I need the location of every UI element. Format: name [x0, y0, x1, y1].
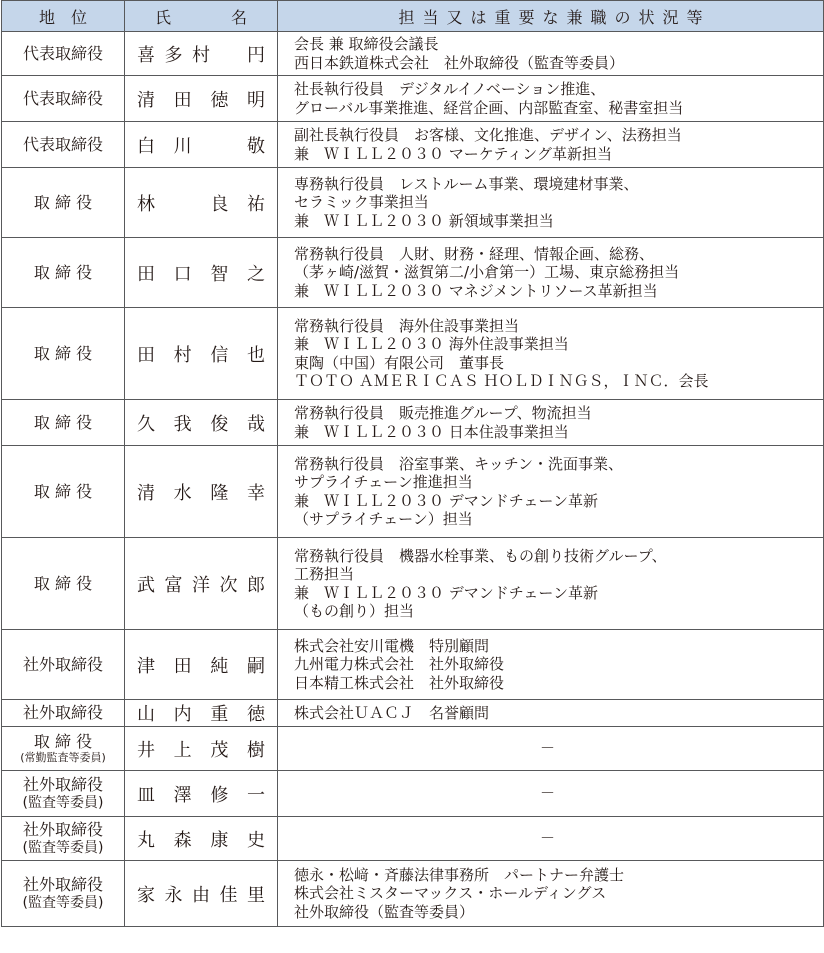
position-title: 代表取締役	[22, 88, 103, 108]
name-char: 円	[247, 44, 265, 66]
position-cell	[2, 727, 125, 771]
position-cell	[2, 817, 125, 861]
position-title: 取 締 役	[33, 343, 93, 363]
duty-line: 兼 ＷＩＬＬ２０３０ 日本住設事業担当	[294, 422, 569, 441]
name-char: 林	[137, 193, 155, 215]
name-char: 信	[210, 344, 229, 366]
name-cell	[125, 538, 278, 630]
name-char: 田	[173, 655, 192, 677]
name-char: 久	[137, 413, 155, 435]
position-cell	[2, 400, 125, 446]
duties-cell	[278, 861, 824, 927]
header-row	[2, 1, 824, 32]
duty-line: －	[539, 739, 555, 758]
header-name-b: 名	[231, 7, 248, 27]
name-char: 純	[210, 655, 229, 677]
name-char: 哉	[246, 413, 265, 435]
position-title: 社外取締役	[22, 703, 103, 722]
position-note: (監査等委員)	[22, 894, 104, 911]
table-row	[2, 817, 824, 861]
name-char: 茂	[210, 739, 229, 761]
header-name-a: 氏	[154, 7, 171, 27]
duty-line: ＴＯＴＯ ＡＭＥＲＩＣＡＳ ＨＯＬＤＩＮＧＳ，ＩＮＣ．会長	[294, 372, 709, 390]
name-char: 史	[246, 829, 265, 851]
duties-cell	[278, 32, 824, 76]
name-cell	[125, 32, 278, 76]
name-char: 一	[246, 784, 265, 806]
duty-line: 常務執行役員 機器水栓事業、もの創り技術グループ、	[294, 546, 667, 565]
name-char: 樹	[246, 739, 265, 761]
position-title: 取 締 役	[33, 192, 93, 212]
name-char: 家	[137, 884, 155, 906]
name-char: 津	[137, 655, 155, 677]
name-char: 多	[164, 44, 183, 66]
name-char: 嗣	[246, 655, 265, 677]
position-cell	[2, 168, 125, 238]
duty-line: 専務執行役員 レストルーム事業、環境建材事業、	[294, 174, 639, 193]
duties-cell	[278, 630, 824, 700]
name-char: 次	[219, 574, 238, 596]
header-position: 地位	[2, 1, 125, 32]
duties-cell	[278, 76, 824, 122]
name-char: 清	[137, 482, 155, 504]
position-cell	[2, 238, 125, 308]
position-note: (常勤監査等委員)	[20, 750, 106, 764]
name-char: 永	[164, 884, 183, 906]
position-cell	[2, 771, 125, 817]
position-title: 代表取締役	[22, 43, 103, 63]
name-char: 佳	[219, 884, 238, 906]
name-char: 也	[246, 344, 265, 366]
name-cell	[125, 700, 278, 727]
name-cell	[125, 122, 278, 168]
name-cell	[125, 308, 278, 400]
name-char: 富	[164, 574, 183, 596]
position-cell	[2, 538, 125, 630]
position-title: 取 締 役	[33, 262, 93, 282]
officer-name	[137, 260, 265, 286]
table-row	[2, 76, 824, 122]
name-char: 俊	[210, 413, 229, 435]
officers-table	[1, 0, 824, 927]
duty-line: 社外取締役（監査等委員）	[294, 902, 475, 921]
officer-name	[137, 571, 265, 597]
officer-name	[137, 781, 265, 807]
table-row	[2, 32, 824, 76]
table-row	[2, 538, 824, 630]
name-char: 口	[173, 263, 192, 285]
position-title: 代表取締役	[22, 134, 103, 154]
officer-name	[137, 341, 265, 367]
name-char: 皿	[137, 784, 155, 806]
name-char: 洋	[192, 574, 210, 596]
duty-line: 社長執行役員 デジタルイノベーション推進、	[294, 80, 606, 98]
duty-line: 兼 ＷＩＬＬ２０３０ デマンドチェーン革新	[294, 491, 599, 510]
table-row	[2, 727, 824, 771]
position-cell	[2, 861, 125, 927]
name-char: 修	[210, 784, 229, 806]
name-char: 幸	[246, 482, 265, 504]
name-char	[174, 190, 192, 216]
header-name	[125, 1, 278, 32]
officer-name	[137, 736, 265, 762]
duty-line: 常務執行役員 海外住設事業担当	[294, 316, 520, 335]
position-title: 取 締 役	[33, 412, 93, 432]
name-cell	[125, 446, 278, 538]
name-char: 清	[137, 89, 155, 111]
duties-cell	[278, 168, 824, 238]
duties-cell	[278, 817, 824, 861]
name-char: 重	[210, 704, 229, 725]
name-char: 澤	[173, 784, 192, 806]
duty-line: 兼 ＷＩＬＬ２０３０ デマンドチェーン革新	[294, 583, 599, 602]
duty-line: セラミック事業担当	[294, 193, 429, 212]
name-char: 井	[137, 739, 155, 761]
name-char: 祐	[246, 193, 265, 215]
name-char: 村	[173, 344, 192, 366]
name-char: 田	[137, 263, 155, 285]
position-cell	[2, 308, 125, 400]
officer-name	[137, 700, 265, 726]
position-cell	[2, 76, 125, 122]
name-cell	[125, 238, 278, 308]
duty-line: 会長 兼 取締役会議長	[294, 35, 439, 53]
position-title: 取 締 役	[33, 573, 93, 593]
name-char: 川	[173, 135, 192, 157]
table-row	[2, 771, 824, 817]
officer-name	[137, 881, 265, 907]
position-cell	[2, 630, 125, 700]
duties-cell	[278, 700, 824, 727]
duty-line: サプライチェーン推進担当	[294, 473, 473, 491]
duty-line: （もの創り）担当	[294, 602, 415, 620]
duty-line: （サプライチェーン）担当	[294, 510, 473, 528]
table-row	[2, 400, 824, 446]
duty-line: 株式会社ミスターマックス・ホールディングス	[294, 884, 607, 903]
duty-line: 兼 ＷＩＬＬ２０３０ マネジメントリソース革新担当	[294, 281, 658, 300]
name-char: 田	[173, 89, 192, 111]
name-char: 内	[173, 704, 192, 725]
name-cell	[125, 817, 278, 861]
name-char: 水	[173, 482, 192, 504]
name-char: 徳	[210, 89, 229, 111]
duties-cell	[278, 771, 824, 817]
position-cell	[2, 122, 125, 168]
duty-line: 兼 ＷＩＬＬ２０３０ 海外住設事業担当	[294, 335, 569, 353]
position-title: 取 締 役	[33, 731, 93, 751]
position-title: 社外取締役	[22, 874, 103, 894]
duties-cell	[278, 446, 824, 538]
header-duties: 担当又は重要な兼職の状況等	[278, 1, 824, 32]
duty-line: 株式会社ＵＡＣＪ 名誉顧問	[294, 703, 490, 722]
name-char: 之	[246, 263, 265, 285]
name-cell	[125, 861, 278, 927]
name-char: 明	[246, 89, 265, 111]
name-char: 由	[192, 884, 210, 906]
duties-cell	[278, 538, 824, 630]
name-char: 田	[137, 344, 155, 366]
name-char: 上	[173, 739, 192, 761]
position-cell	[2, 32, 125, 76]
duty-line: －	[539, 829, 555, 848]
position-title: 社外取締役	[22, 774, 103, 794]
duties-cell	[278, 727, 824, 771]
name-char: 山	[137, 704, 155, 725]
table-row	[2, 238, 824, 308]
position-note: (監査等委員)	[22, 839, 104, 856]
position-title: 社外取締役	[22, 819, 103, 839]
duty-line: グローバル事業推進、経営企画、内部監査室、秘書室担当	[294, 98, 684, 117]
duty-line: 株式会社安川電機 特別顧問	[294, 636, 490, 655]
officer-name	[137, 132, 265, 158]
name-char: 喜	[137, 44, 155, 66]
position-cell	[2, 700, 125, 727]
duty-line: 西日本鉄道株式会社 社外取締役（監査等委員）	[294, 53, 625, 72]
name-char: 康	[210, 829, 229, 851]
table-row	[2, 630, 824, 700]
position-title: 取 締 役	[33, 481, 93, 501]
name-char: 武	[137, 574, 155, 596]
officer-name	[137, 652, 265, 678]
name-char: 徳	[246, 704, 265, 725]
position-cell	[2, 446, 125, 538]
name-char: 智	[210, 263, 229, 285]
officer-name	[137, 190, 265, 216]
name-cell	[125, 771, 278, 817]
position-title: 社外取締役	[22, 654, 103, 674]
duty-line: 常務執行役員 人財、財務・経理、情報企画、総務、	[294, 244, 655, 263]
name-char: 我	[173, 413, 192, 435]
duties-cell	[278, 238, 824, 308]
duty-line: 常務執行役員 浴室事業、キッチン・洗面事業、	[294, 454, 623, 473]
officer-name	[137, 86, 265, 112]
duty-line: 兼 ＷＩＬＬ２０３０ 新領域事業担当	[294, 211, 554, 230]
name-char: 里	[247, 884, 265, 906]
name-char	[210, 132, 228, 158]
name-cell	[125, 727, 278, 771]
table-row	[2, 308, 824, 400]
table-row	[2, 446, 824, 538]
duty-line: 徳永・松﨑・斉藤法律事務所 パートナー弁護士	[294, 865, 625, 884]
table-row	[2, 168, 824, 238]
name-char: 丸	[137, 829, 155, 851]
duty-line: 日本精工株式会社 社外取締役	[294, 673, 505, 692]
duty-line: 東陶（中国）有限公司 董事長	[294, 353, 505, 372]
duty-line: 工務担当	[294, 565, 355, 583]
name-cell	[125, 76, 278, 122]
officer-name	[137, 826, 265, 852]
officer-name	[137, 410, 265, 436]
duties-cell	[278, 400, 824, 446]
position-note: (監査等委員)	[22, 794, 104, 811]
duties-cell	[278, 308, 824, 400]
duty-line: 副社長執行役員 お客様、文化推進、デザイン、法務担当	[294, 126, 682, 144]
name-char: 白	[137, 135, 155, 157]
duty-line: 兼 ＷＩＬＬ２０３０ マーケティング革新担当	[294, 144, 612, 163]
table-row	[2, 861, 824, 927]
name-char: 敬	[246, 135, 265, 157]
name-char: 良	[210, 193, 229, 215]
officer-name	[137, 479, 265, 505]
duty-line: （茅ヶ崎/滋賀・滋賀第二/小倉第一）工場、東京総務担当	[294, 263, 680, 282]
table-row	[2, 122, 824, 168]
duty-line: 常務執行役員 販売推進グループ、物流担当	[294, 404, 592, 422]
name-char	[220, 41, 238, 67]
duty-line: 九州電力株式会社 社外取締役	[294, 655, 505, 674]
name-cell	[125, 630, 278, 700]
name-cell	[125, 400, 278, 446]
name-char: 隆	[210, 482, 229, 504]
name-char: 郎	[247, 574, 265, 596]
name-char: 村	[192, 44, 210, 66]
table-row	[2, 700, 824, 727]
duties-cell	[278, 122, 824, 168]
name-cell	[125, 168, 278, 238]
name-char: 森	[173, 829, 192, 851]
officer-name	[137, 41, 265, 67]
duty-line: －	[539, 784, 555, 803]
